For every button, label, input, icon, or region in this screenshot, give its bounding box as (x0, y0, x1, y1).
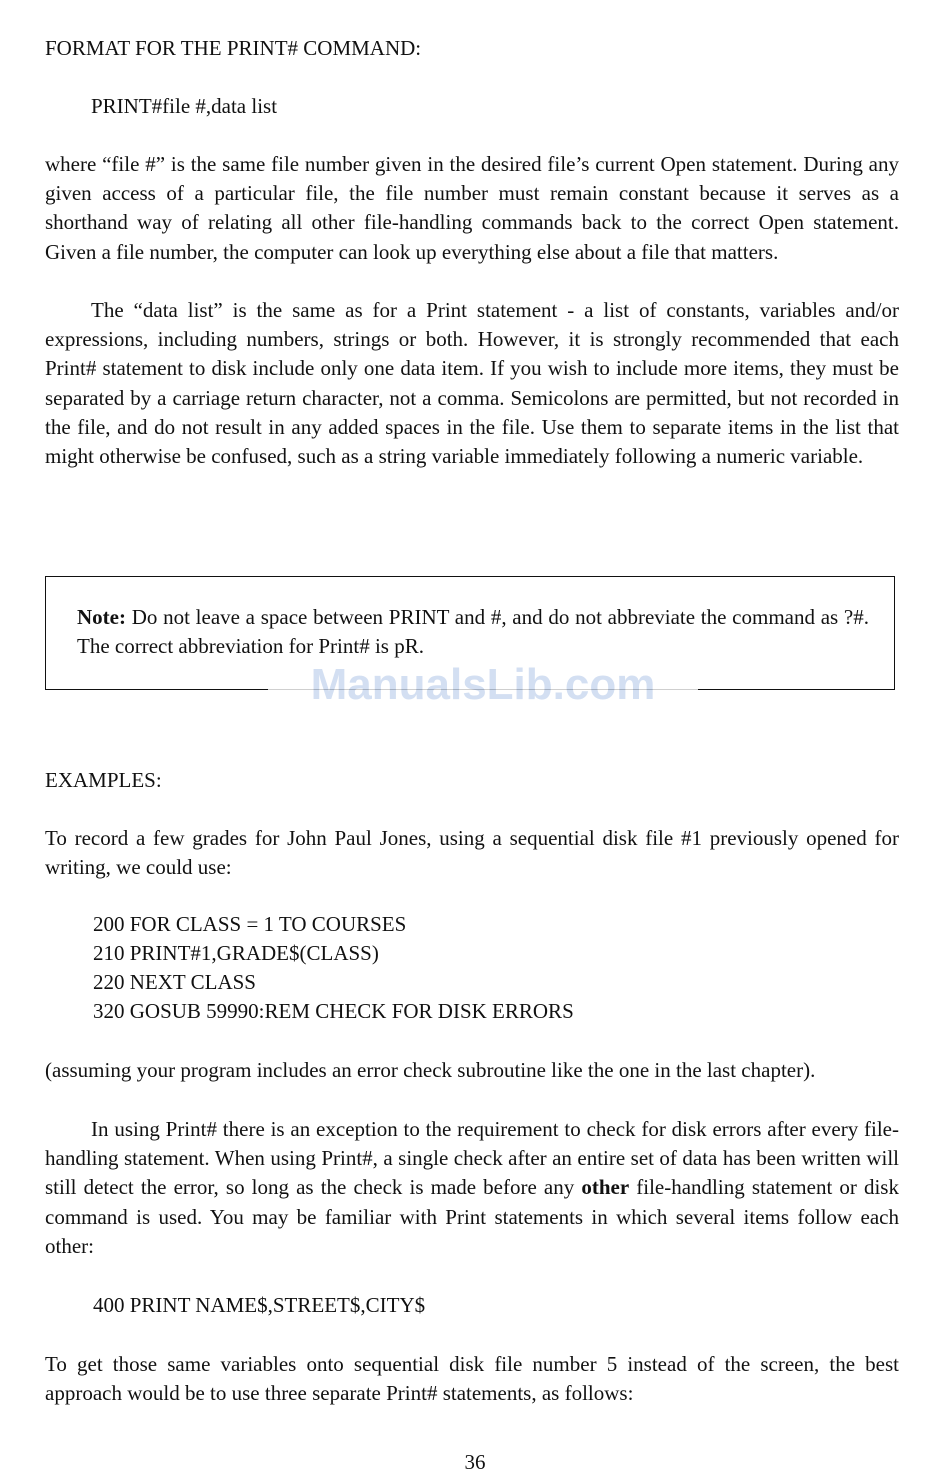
section-heading-format: FORMAT FOR THE PRINT# COMMAND: (45, 36, 422, 60)
para5-after: file-handling statement or disk command is used. You may be familiar with Print statements in which several items follow each other: (45, 1175, 899, 1258)
note-label: Note: (77, 605, 126, 629)
code-line: 200 FOR CLASS = 1 TO COURSES (93, 912, 407, 936)
emphasis-other: other (581, 1175, 630, 1200)
watermark: ManualsLib.com (268, 658, 698, 712)
paragraph-three-statements: To get those same variables onto sequential disk file number 5 instead of the screen, the best approach would be to use three separate Print# statements, as follows: (45, 1352, 899, 1406)
paragraph-error-check: (assuming your program includes an error check subroutine like the one in the last chapter). (45, 1058, 816, 1082)
note-body: Do not leave a space between PRINT and #, and do not abbreviate the command as ?#. The correct abbreviation for Print# is pR. (77, 605, 870, 659)
format-syntax: PRINT#file #,data list (91, 94, 278, 118)
paragraph-example-intro: To record a few grades for John Paul Jones, using a sequential disk file #1 previously opened for writing, we could use: (45, 826, 899, 880)
section-heading-examples: EXAMPLES: (45, 768, 162, 792)
page-number: 36 (464, 1450, 486, 1474)
code-line: 320 GOSUB 59990:REM CHECK FOR DISK ERRORS (93, 999, 574, 1023)
code-line: 220 NEXT CLASS (93, 970, 256, 994)
paragraph-data-list: The “data list” is the same as for a Print statement - a list of constants, variables and/or expressions, including numbers, strings or both. However, it is strongly recommended that each Print# statement to disk include only one data item. If you wish to include more items, they must be separated by a carriage return character, not a comma. Semicolons are permitted, but not recorded in the file, and do not result in any added spaces in the file. Use them to separate items in the list that might otherwise be confused, such as a string variable immediately following a numeric variable. (45, 298, 899, 469)
paragraph-print-exception (45, 1115, 899, 1261)
para5-before: In using Print# there is an exception to the requirement to check for disk errors after every file-handling statement. When using Print#, a single check after an entire set of data has been written will still detect the error, so long as the check is made before any (45, 1117, 899, 1200)
paragraph-file-number: where “file #” is the same file number given in the desired file’s current Open statement. During any given access of a particular file, the file number must remain constant because it serves as a shorthand way of relating all other file-handling commands back to the correct Open statement. Given a file number, the computer can look up everything else about a file that matters. (45, 152, 899, 264)
code-line: 210 PRINT#1,GRADE$(CLASS) (93, 941, 379, 965)
note-text (77, 603, 869, 661)
code-line-print: 400 PRINT NAME$,STREET$,CITY$ (93, 1293, 426, 1317)
